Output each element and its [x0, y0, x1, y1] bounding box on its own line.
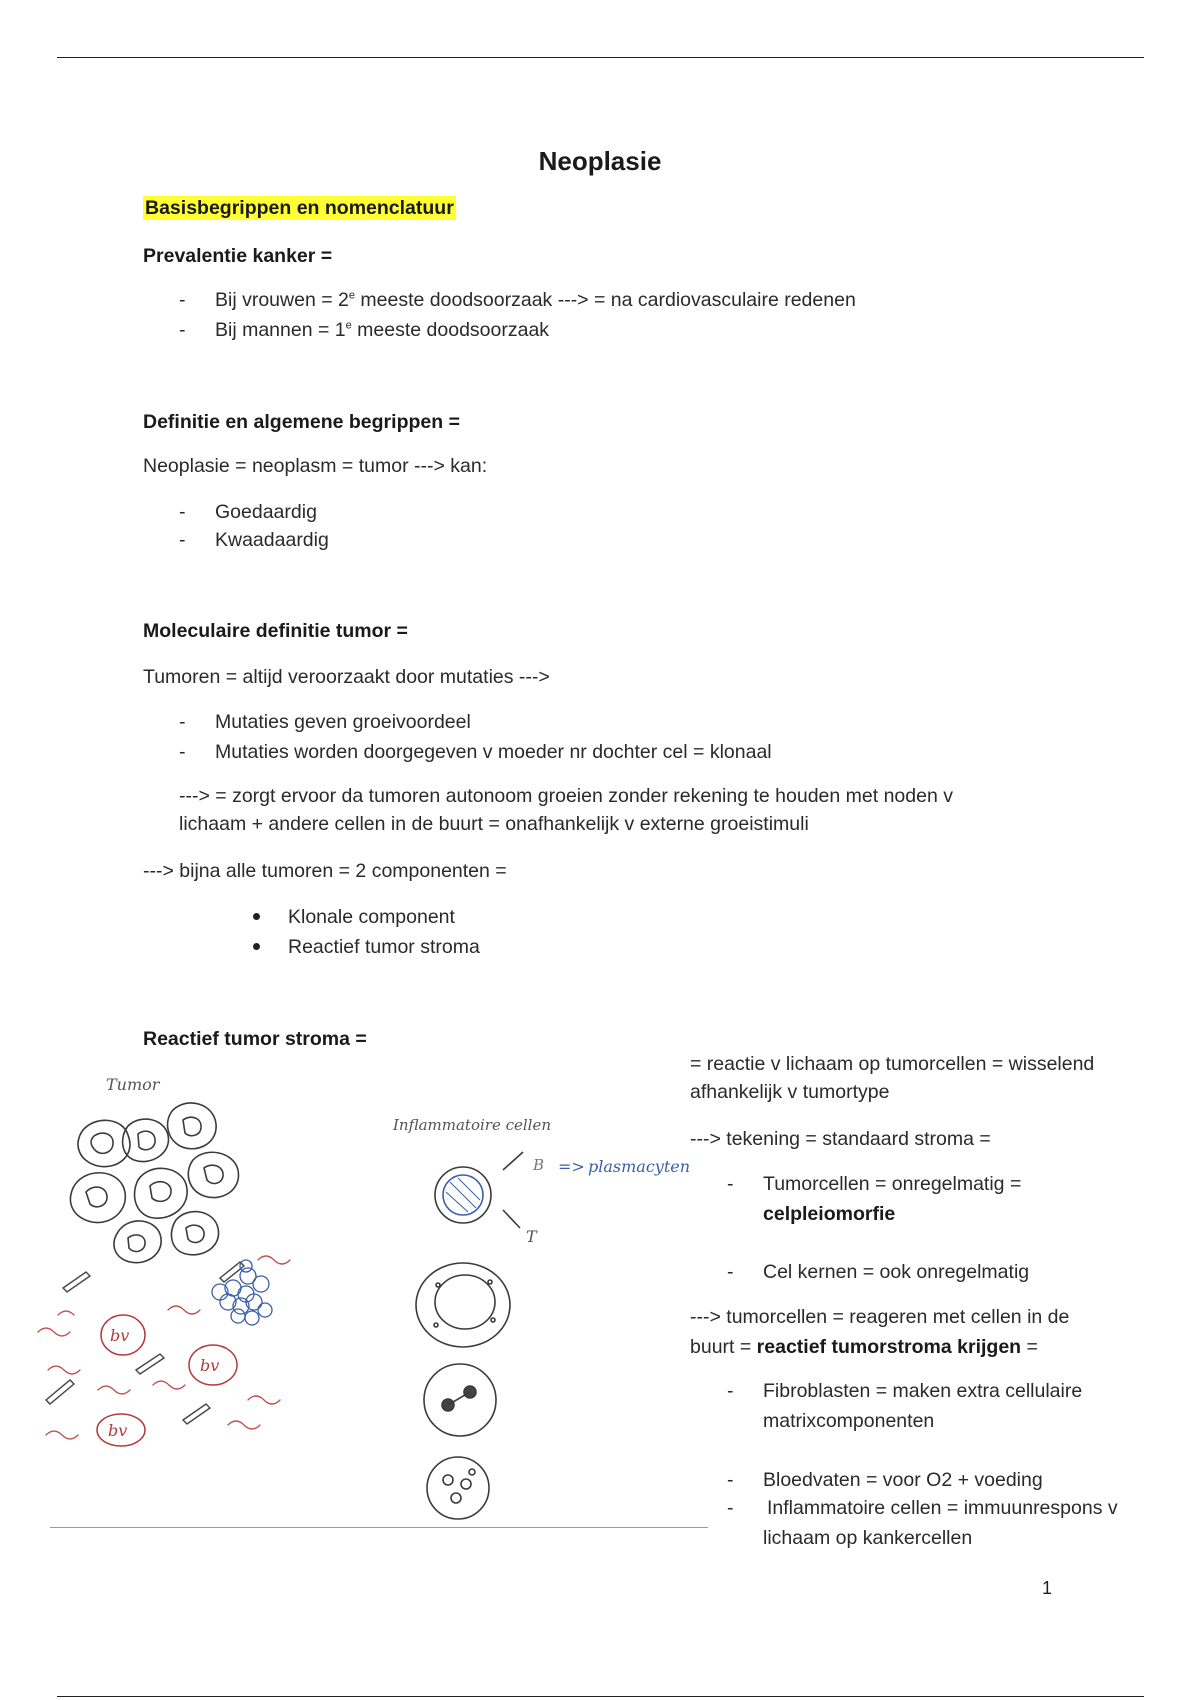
components-intro: ---> bijna alle tumoren = 2 componenten =: [143, 860, 507, 882]
dash: -: [727, 1173, 734, 1195]
stroma-item-nuclei: Cel kernen = ook onregelmatig: [763, 1261, 1030, 1283]
stroma-item-vessels: Bloedvaten = voor O2 + voeding: [763, 1469, 1043, 1491]
dash: -: [179, 529, 186, 551]
dash: -: [727, 1497, 734, 1519]
bullet: [253, 943, 260, 950]
page-number: 1: [1042, 1578, 1053, 1598]
stroma-item-inflammatory-line2: lichaam op kankercellen: [763, 1527, 973, 1549]
stroma-p3-line2: buurt = reactief tumorstroma krijgen =: [690, 1336, 1038, 1358]
prevalence-item-men: Bij mannen = $1^e$ meeste doodsoorzaak: [215, 319, 550, 341]
stroma-item-tumorcells: Tumorcellen = onregelmatig =: [763, 1173, 1022, 1195]
stroma-item-fibroblasts: Fibroblasten = maken extra cellulaire: [763, 1380, 1083, 1402]
component-stroma: Reactief tumor stroma: [288, 936, 480, 958]
drawing-label-bv: bv: [200, 1356, 220, 1375]
molecular-note-line1: ---> = zorgt ervoor da tumoren autonoom groeien zonder rekening te houden met noden v: [179, 785, 953, 807]
dash: -: [727, 1380, 734, 1402]
dash: -: [727, 1469, 734, 1491]
stroma-p2: ---> tekening = standaard stroma =: [690, 1128, 991, 1150]
definition-intro: Neoplasie = neoplasm = tumor ---> kan:: [143, 455, 488, 477]
drawing-label-bv: bv: [108, 1421, 128, 1440]
drawing-baseline: [50, 1527, 708, 1528]
drawing-label-inflammatory: Inflammatoire cellen: [393, 1116, 552, 1134]
drawing-label-tumor: Tumor: [106, 1075, 160, 1094]
stroma-hand-drawing: [28, 1070, 708, 1530]
page-title: Neoplasie: [538, 146, 662, 176]
definition-item-malignant: Kwaadaardig: [215, 529, 329, 551]
dash: -: [179, 501, 186, 523]
drawing-label-t: T: [526, 1227, 537, 1246]
molecular-item-clonal: Mutaties worden doorgegeven v moeder nr dochter cel = klonaal: [215, 741, 772, 763]
inflammatory-cell-types: [416, 1152, 523, 1519]
component-clonal: Klonale component: [288, 906, 455, 928]
stroma-p1-line1: = reactie v lichaam op tumorcellen = wisselend: [690, 1053, 1095, 1075]
header-rule: [57, 57, 1144, 58]
tumor-cells-cluster: [70, 1103, 238, 1263]
footer-rule: [57, 1696, 1144, 1697]
molecular-note-line2: lichaam + andere cellen in de buurt = onafhankelijk v externe groeistimuli: [179, 813, 809, 835]
bullet: [253, 913, 260, 920]
drawing-label-plasmacyte: plasmacyten: [588, 1157, 691, 1176]
dash: -: [179, 319, 186, 341]
dash: -: [727, 1261, 734, 1283]
dash: -: [179, 289, 186, 311]
stroma-item-fibroblasts-line2: matrixcomponenten: [763, 1410, 935, 1432]
drawing-label-arrow: =>: [558, 1157, 585, 1176]
stroma-item-inflammatory: Inflammatoire cellen = immuunrespons v: [767, 1497, 1118, 1519]
stroma-p1-line2: afhankelijk v tumortype: [690, 1081, 890, 1103]
definition-heading: Definitie en algemene begrippen =: [143, 411, 460, 433]
drawing-label-bv: bv: [110, 1326, 130, 1345]
molecular-item-growth: Mutaties geven groeivoordeel: [215, 711, 471, 733]
stroma-heading: Reactief tumor stroma =: [143, 1028, 367, 1050]
definition-item-benign: Goedaardig: [215, 501, 317, 523]
prevalence-heading: Prevalentie kanker =: [143, 245, 333, 267]
dash: -: [179, 711, 186, 733]
stroma-p3-line1: ---> tumorcellen = reageren met cellen in de: [690, 1306, 1070, 1328]
drawing-label-b: B: [533, 1156, 545, 1174]
molecular-heading: Moleculaire definitie tumor =: [143, 620, 408, 642]
section-heading-basics: Basisbegrippen en nomenclatuur: [145, 197, 454, 219]
prevalence-item-women: Bij vrouwen = $2^e$ meeste doodsoorzaak ---> = na cardiovasculaire redenen: [215, 289, 856, 311]
molecular-intro: Tumoren = altijd veroorzaakt door mutaties --->: [143, 666, 550, 688]
dash: -: [179, 741, 186, 763]
inflammatory-cluster: [212, 1260, 272, 1325]
stroma-item-tumorcells-bold: celpleiomorfie: [763, 1203, 896, 1225]
